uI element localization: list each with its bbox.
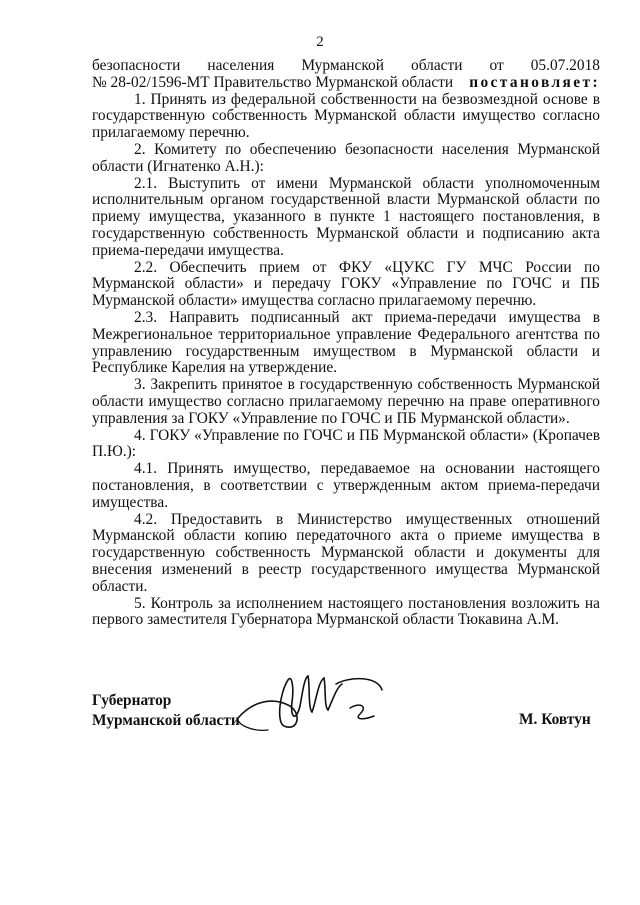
paragraph-4-1: 4.1. Принять имущество, передаваемое на основании настоящего постановления, в соответствии с утвержденным актом приема-передачи имущества.: [92, 460, 600, 511]
paragraph-4-2: 4.2. Предоставить в Министерство имущественных отношений Мурманской области копию передаточного акта о приеме имущества в государственную собственность Мурманской области и документы для внесения изменений в реестр государственного имущества Мурманской области.: [92, 510, 600, 595]
paragraph-2-3: 2.3. Направить подписанный акт приема-передачи имущества в Межрегиональное территориальное управление Федерального агентства по управлению государственным имуществом в Мурманской области и Республике Карелия на утверждение.: [92, 308, 600, 377]
signatory-title: [92, 691, 240, 731]
intro-word: Мурманской: [301, 57, 384, 74]
paragraph-4: 4. ГОКУ «Управление по ГОЧС и ПБ Мурманской области» (Кропачев П.Ю.):: [92, 426, 600, 461]
resolves-word: постановляет:: [469, 73, 600, 91]
intro-word: безопасности: [92, 57, 181, 74]
intro-line-1: [92, 58, 600, 75]
intro-word: населения: [207, 57, 275, 74]
paragraph-2: 2. Комитету по обеспечению безопасности населения Мурманской области (Игнатенко А.Н.):: [92, 140, 600, 175]
page-number: 2: [316, 34, 324, 50]
paragraph-2-2: 2.2. Обеспечить прием от ФКУ «ЦУКС ГУ МЧС России по Мурманской области» и передачу ГОКУ «Управление по ГОЧС и ПБ Мурманской области» имущества согласно прилагаемому перечню.: [92, 258, 600, 310]
paragraph-5: 5. Контроль за исполнением настоящего постановления возложить на первого заместителя Губернатора Мурманской области Тюкавина А.М.: [92, 594, 600, 629]
paragraph-2-1: 2.1. Выступить от имени Мурманской области уполномоченным исполнительным органом государственной власти Мурманской области по приему имущества, указанного в пункте 1 настоящего постановления, в государственную собственность Мурманской области и подписанию акта приема-передачи имущества.: [92, 174, 600, 259]
document-body: [92, 58, 600, 629]
handwritten-signature: [232, 662, 392, 746]
signatory-title-line-1: Губернатор: [92, 692, 172, 709]
intro-word: 05.07.2018: [530, 57, 600, 74]
signatory-name: М. Ковтун: [519, 711, 591, 728]
paragraph-1: 1. Принять из федеральной собственности на безвозмездной основе в государственную собственность Мурманской области имущество согласно прилагаемому перечню.: [92, 90, 600, 142]
paragraph-3: 3. Закрепить принятое в государственную собственность Мурманской области имущество согласно прилагаемому перечню на праве оперативного управления за ГОКУ «Управление по ГОЧС и ПБ Мурманской области».: [92, 376, 600, 427]
intro-line-2: [92, 75, 600, 92]
intro-reference: № 28-02/1596-МТ Правительство Мурманской области: [92, 73, 454, 91]
signatory-title-line-2: Мурманской области: [92, 712, 240, 729]
intro-word: области: [411, 57, 463, 74]
intro-word: от: [489, 57, 504, 74]
